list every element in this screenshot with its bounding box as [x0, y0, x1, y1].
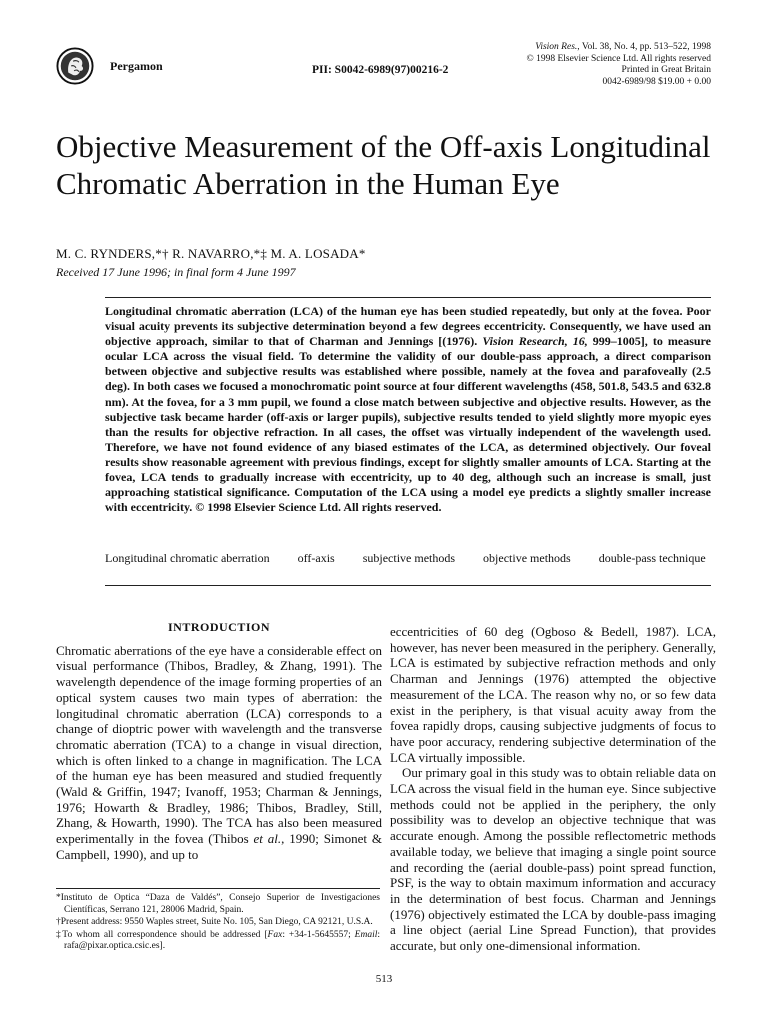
- footnote-text: ‡To whom all correspondence should be addressed [: [56, 929, 268, 940]
- keyword-item: off-axis: [297, 551, 335, 565]
- paper-title: Objective Measurement of the Off-axis Longitudinal Chromatic Aberration in the Human Eye: [56, 129, 711, 201]
- abstract-top-rule: [105, 297, 711, 298]
- body-column-right: [390, 624, 716, 954]
- intro-text: Chromatic aberrations of the eye have a considerable effect on visual performance (Thibos, Bradley, & Zhang, 1991). The wavelength dependence of the image forming properties of an optical system causes two main types of aberration: the longitudinal chromatic aberration (LCA) corresponds to a change of dioptric power with wavelength and the transverse chromatic aberration (TCA) to a change in visual direction, which is often linked to a change in magnification. The LCA of the human eye has been measured and studied frequently (Wald & Griffin, 1947; Ivanoff, 1953; Charman & Jennings, 1976; Howarth & Bradley, 1986; Thibos, Bradley, Still, Zhang, & Howarth, 1990). The TCA has also been measured experimentally in the fovea (Thibos: [56, 642, 382, 847]
- journal-name: Vision Res.: [535, 42, 578, 52]
- footnote-rule: [56, 888, 380, 889]
- journal-citation: , Vol. 38, No. 4, pp. 513–522, 1998: [577, 42, 711, 52]
- footnote-fax-label: Fax: [267, 929, 283, 940]
- footnote-text: : rafa@pixar.optica.csic.es].: [64, 929, 380, 952]
- copyright-line: © 1998 Elsevier Science Ltd. All rights reserved: [526, 53, 711, 64]
- price-line: 0042-6989/98 $19.00 + 0.00: [602, 76, 711, 87]
- journal-citation-line: [451, 42, 711, 54]
- keywords: [105, 551, 711, 566]
- journal-info: [451, 42, 711, 88]
- section-heading: INTRODUCTION: [167, 620, 270, 634]
- keyword-item: objective methods: [483, 551, 571, 565]
- abstract-part-2: 999–1005], to measure ocular LCA across the visual field. To determine the validity of our double-pass approach, a direct comparison between objective and subjective results was established where possible, namely at the fovea and parafoveally (2.5 deg). In both cases we focused a monochromatic point source at four different wavelengths (458, 501.8, 543.5 and 632.8 nm). At the fovea, for a 3 mm pupil, we found a close match between subjective and objective results. However, as the subjective task became harder (off-axis or larger pupils), subjective results tended to yield slightly more myopic eyes than the results for objective refraction. In all cases, the offset was virtually independent of the wavelength used. Therefore, we have not found evidence of any biased estimates of the LCA, as determined objectively. Our foveal results show reasonable agreement with previous findings, except for slightly smaller amounts of LCA. Starting at the fovea, LCA tends to gradually increase with eccentricity, up to 40 deg, although such an increase is small, just approaching statistical significance. Computation of the LCA using a model eye predicts a slightly smaller increase with eccentricity. © 1998 Elsevier Science Ltd. All rights reserved.: [105, 334, 711, 515]
- publisher-name: Pergamon: [110, 59, 163, 73]
- publisher-logo-icon: [56, 47, 94, 85]
- intro-paragraph-2: Our primary goal in this study was to obtain reliable data on LCA across the visual field in the human eye. Since subjective methods could not be applied in the periphery, the only possibility was to develop an objective technique that was accurate enough. Among the possible reflectometric methods available today, we believe that imaging a single point source and recording the (aerial double-pass) point spread function, PSF, is the way to obtain maximum information and accuracy in the determination of best focus. Charman and Jennings (1976) objectively estimated the LCA by double-pass imaging a line object (aerial Line Spread Function), that provides accurate, but only one-dimensional information.: [390, 765, 716, 954]
- footnote-affiliation: *Instituto de Optica “Daza de Valdés”, Consejo Superior de Investigaciones Científicas, Serrano 121, 28006 Madrid, Spain.: [56, 893, 380, 915]
- author-list: M. C. RYNDERS,*† R. NAVARRO,*‡ M. A. LOSADA*: [56, 246, 366, 261]
- footnote-email-label: Email: [354, 929, 378, 940]
- footnote-correspondence: [56, 930, 380, 953]
- received-prefix: Received 17 June 1996;: [56, 265, 174, 279]
- final-form-date: in final form 4 June 1997: [173, 265, 296, 279]
- keyword-item: subjective methods: [362, 551, 456, 565]
- pii-identifier: PII: S0042-6989(97)00216-2: [312, 64, 449, 76]
- body-column-left: [56, 620, 382, 863]
- keyword-item: Longitudinal chromatic aberration: [105, 551, 270, 565]
- page-number: 513: [375, 973, 393, 985]
- intro-paragraph-1-start: [56, 643, 382, 863]
- abstract: [105, 304, 711, 515]
- intro-paragraph-1-end: eccentricities of 60 deg (Ogboso & Bedell, 1987). LCA, however, has never been measured in the periphery. Generally, LCA is estimated by subjective refraction methods and only Charman and Jennings (1976) attempted the objective measurement of the LCA. The reason why no, or so few data exist in the periphery, is that visual acuity away from the fovea rapidly drops, causing subjective judgments of focus to have poor accuracy, rendering subjective determination of the LCA virtually impossible.: [390, 624, 716, 765]
- abstract-journal-ref: Vision Research, 16,: [482, 334, 588, 349]
- abstract-part-1: Longitudinal chromatic aberration (LCA) of the human eye has been studied repeatedly, but only at the fovea. Poor visual acuity prevents its subjective determination beyond a few degrees eccentricity. Consequently, we have used an objective approach, similar to that of Charman and Jennings [(1976).: [105, 304, 711, 349]
- footnotes: [56, 893, 380, 954]
- footnote-text: : +34-1-5645557;: [282, 929, 355, 940]
- keyword-item: double-pass technique: [598, 551, 706, 565]
- intro-etal: et al.: [253, 831, 282, 847]
- received-dates: [56, 265, 296, 280]
- footnote-present-address: †Present address: 9550 Waples street, Suite No. 105, San Diego, CA 92121, U.S.A.: [56, 917, 373, 928]
- printed-line: Printed in Great Britain: [621, 65, 711, 76]
- abstract-bottom-rule: [105, 585, 711, 586]
- intro-text-continued: , 1990; Simonet & Campbell, 1990), and up to: [56, 831, 383, 862]
